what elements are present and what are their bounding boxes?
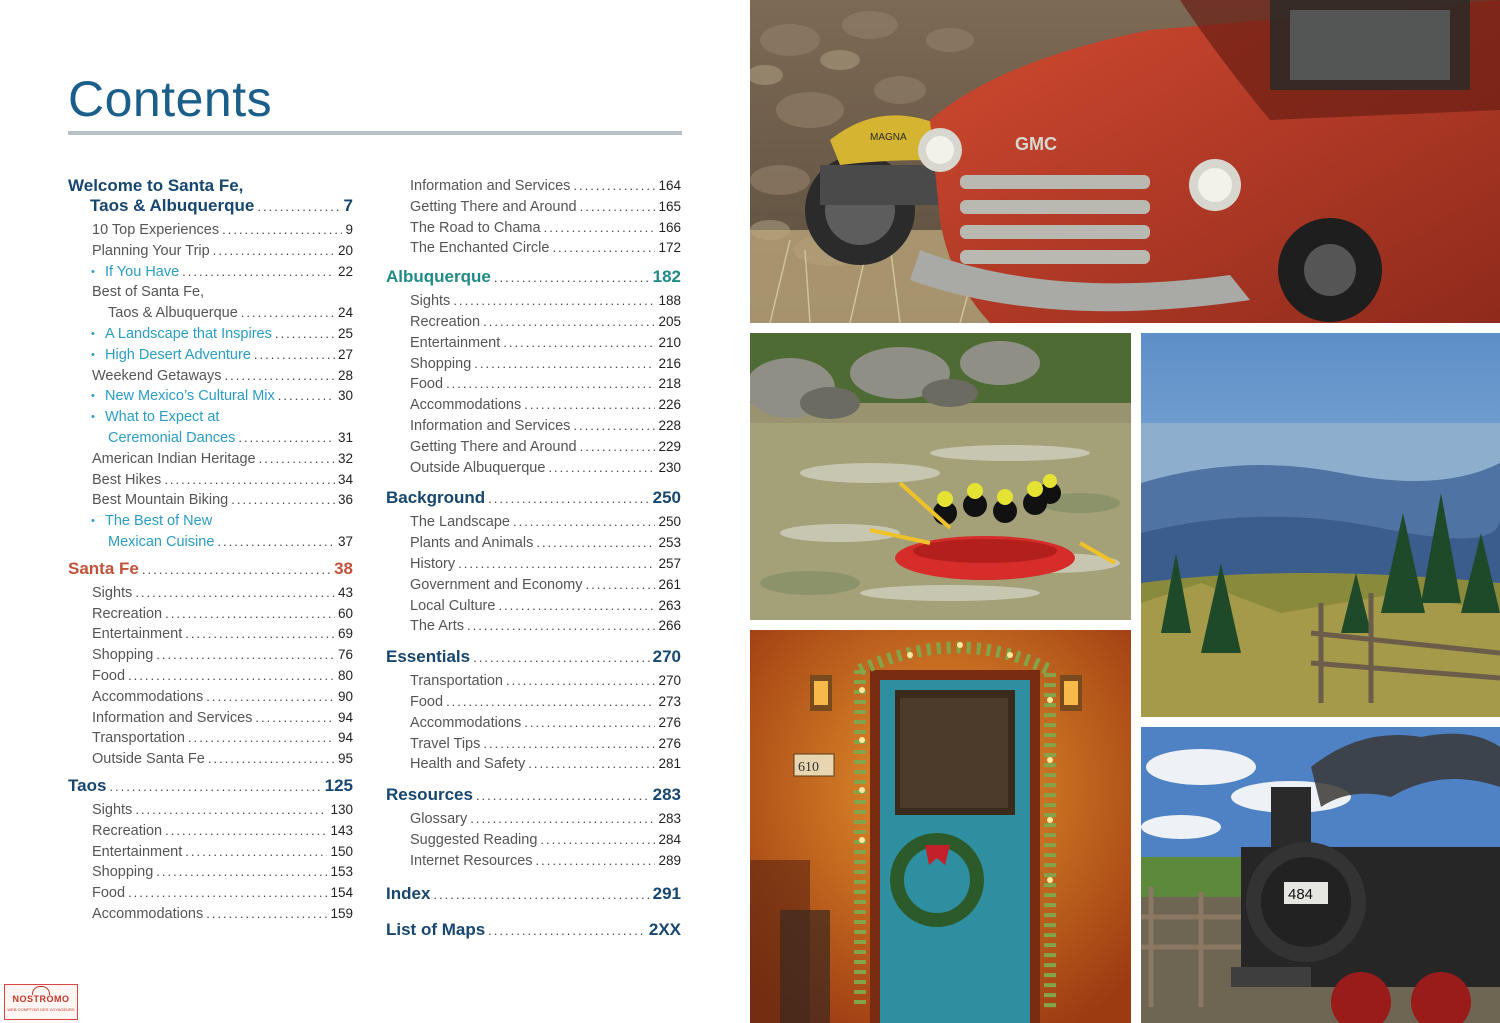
toc-entry[interactable] bbox=[410, 374, 681, 395]
toc-entry-page: 60 bbox=[337, 605, 353, 621]
toc-entry-page: 270 bbox=[658, 673, 681, 689]
leader-dots bbox=[255, 708, 335, 729]
toc-entry-label: The Road to Chama bbox=[410, 219, 541, 236]
leader-dots bbox=[528, 754, 655, 775]
leader-dots bbox=[231, 490, 335, 511]
toc-entry-label: • If You Have bbox=[105, 263, 180, 280]
toc-entry-page: 210 bbox=[658, 334, 681, 350]
leader-dots bbox=[238, 428, 335, 449]
leader-dots bbox=[109, 777, 321, 797]
toc-entry-page: 153 bbox=[330, 864, 353, 880]
photo-steam-train bbox=[1141, 727, 1500, 1023]
toc-section-maps bbox=[386, 920, 681, 941]
toc-entry[interactable] bbox=[410, 671, 681, 692]
leader-dots bbox=[536, 851, 656, 872]
toc-entry[interactable] bbox=[92, 220, 353, 241]
toc-entry[interactable] bbox=[92, 624, 353, 645]
toc-entry-page: 257 bbox=[658, 555, 681, 571]
leader-dots bbox=[241, 303, 335, 324]
title-rule bbox=[68, 131, 682, 135]
toc-entry-label: • High Desert Adventure bbox=[105, 346, 251, 363]
toc-entry-page: 166 bbox=[658, 219, 681, 235]
toc-entry[interactable] bbox=[92, 470, 353, 491]
toc-entry[interactable] bbox=[410, 395, 681, 416]
toc-entry-label: Sights bbox=[92, 584, 133, 601]
leader-dots bbox=[185, 624, 335, 645]
toc-heading-resources[interactable] bbox=[386, 785, 681, 806]
toc-entry-page: 30 bbox=[337, 388, 353, 404]
toc-entry[interactable] bbox=[92, 324, 353, 345]
toc-entry[interactable] bbox=[410, 616, 681, 637]
leader-dots bbox=[156, 862, 327, 883]
toc-entry-label: Information and Services bbox=[92, 709, 253, 726]
toc-entry-label: Best Mountain Biking bbox=[92, 492, 229, 509]
toc-entry-label: Outside Santa Fe bbox=[92, 751, 205, 768]
toc-entry-page: 289 bbox=[658, 852, 681, 868]
toc-entry-label: Getting There and Around bbox=[410, 198, 577, 215]
toc-entry[interactable] bbox=[92, 749, 353, 770]
toc-entry-page: 273 bbox=[658, 693, 681, 709]
toc-entry[interactable] bbox=[410, 354, 681, 375]
toc-entry-page: 25 bbox=[337, 325, 353, 341]
toc-entry-page: 69 bbox=[337, 626, 353, 642]
leader-dots bbox=[524, 713, 655, 734]
leader-dots bbox=[217, 532, 335, 553]
toc-entry-label: Food bbox=[410, 376, 444, 393]
toc-column-1 bbox=[68, 176, 353, 925]
toc-entry-page: 143 bbox=[330, 822, 353, 838]
toc-entry-page: 284 bbox=[658, 831, 681, 847]
leader-dots bbox=[470, 809, 655, 830]
toc-heading-background[interactable] bbox=[386, 488, 681, 509]
leader-dots bbox=[446, 374, 655, 395]
leader-dots bbox=[254, 345, 335, 366]
toc-heading-essentials[interactable] bbox=[386, 647, 681, 668]
leader-dots bbox=[213, 241, 335, 262]
toc-entry-page: 32 bbox=[337, 450, 353, 466]
toc-entry[interactable] bbox=[92, 687, 353, 708]
leader-dots bbox=[552, 238, 655, 259]
toc-entry[interactable] bbox=[92, 366, 353, 387]
leader-dots bbox=[476, 786, 650, 806]
leader-dots bbox=[488, 921, 646, 941]
toc-entry[interactable] bbox=[92, 904, 353, 925]
toc-entry-label: Accommodations bbox=[410, 397, 522, 414]
toc-entry[interactable] bbox=[410, 218, 681, 239]
toc-column-2 bbox=[386, 176, 681, 941]
toc-entry-label: Entertainment bbox=[92, 843, 183, 860]
toc-entry[interactable] bbox=[410, 238, 681, 259]
toc-heading-page: 2XX bbox=[648, 919, 681, 939]
toc-section-santa-fe bbox=[68, 559, 353, 770]
toc-entry-label: The Arts bbox=[410, 618, 464, 635]
photo-blue-door bbox=[750, 630, 1131, 1023]
toc-heading-page: 250 bbox=[652, 488, 681, 508]
toc-heading-albuquerque[interactable] bbox=[386, 267, 681, 288]
toc-entry-page: 230 bbox=[658, 459, 681, 475]
toc-section-taos bbox=[68, 776, 353, 925]
leader-dots bbox=[164, 470, 335, 491]
leader-dots bbox=[165, 604, 335, 625]
toc-entry-label: Entertainment bbox=[410, 334, 501, 351]
toc-entry[interactable] bbox=[410, 575, 681, 596]
toc-entry[interactable] bbox=[410, 512, 681, 533]
leader-dots bbox=[206, 687, 335, 708]
leader-dots bbox=[580, 437, 656, 458]
toc-entry[interactable] bbox=[92, 490, 353, 511]
toc-entry-page: 172 bbox=[658, 240, 681, 256]
leader-dots bbox=[185, 842, 327, 863]
toc-entry[interactable] bbox=[410, 312, 681, 333]
toc-entry[interactable] bbox=[92, 345, 353, 366]
toc-entry-label: Weekend Getaways bbox=[92, 367, 222, 384]
toc-entry-page: 28 bbox=[337, 367, 353, 383]
leader-dots bbox=[275, 324, 335, 345]
photo-red-truck bbox=[750, 0, 1500, 323]
toc-entry[interactable] bbox=[410, 458, 681, 479]
leader-dots bbox=[548, 458, 655, 479]
toc-entry-page: 94 bbox=[337, 730, 353, 746]
leader-dots bbox=[573, 176, 655, 197]
toc-entry-label: Accommodations bbox=[92, 688, 204, 705]
toc-entry[interactable] bbox=[410, 291, 681, 312]
toc-entry-label: • What to Expect at bbox=[105, 409, 220, 426]
toc-entry-page: 205 bbox=[658, 313, 681, 329]
toc-entry[interactable] bbox=[410, 809, 681, 830]
leader-dots bbox=[225, 366, 335, 387]
toc-entry[interactable] bbox=[92, 583, 353, 604]
leader-dots bbox=[446, 692, 655, 713]
toc-entry-label: Recreation bbox=[92, 822, 163, 839]
toc-entry-page: 229 bbox=[658, 438, 681, 454]
leader-dots bbox=[222, 220, 342, 241]
toc-entry[interactable] bbox=[92, 821, 353, 842]
toc-entry-label: Information and Services bbox=[410, 178, 571, 194]
toc-entry-label: Government and Economy bbox=[410, 576, 583, 593]
toc-entry[interactable] bbox=[410, 533, 681, 554]
toc-heading-page: 291 bbox=[652, 883, 681, 903]
toc-heading-label: Background bbox=[386, 488, 486, 508]
toc-entry[interactable] bbox=[92, 386, 353, 407]
leader-dots bbox=[573, 416, 655, 437]
toc-entry-page: 261 bbox=[658, 576, 681, 592]
leader-dots bbox=[540, 830, 655, 851]
toc-entry-label: Food bbox=[92, 885, 126, 902]
toc-entry-label: Information and Services bbox=[410, 417, 571, 434]
leader-dots bbox=[513, 512, 656, 533]
truck-badge: GMC bbox=[1015, 134, 1057, 154]
toc-entry-label: Food bbox=[92, 667, 126, 684]
toc-entry-page: 24 bbox=[337, 305, 353, 321]
toc-entry-label: Ceremonial Dances bbox=[108, 429, 236, 446]
toc-entry-page: 263 bbox=[658, 597, 681, 613]
toc-heading-taos[interactable] bbox=[68, 776, 353, 797]
toc-entry[interactable] bbox=[410, 333, 681, 354]
toc-entry-page: 20 bbox=[337, 242, 353, 258]
toc-entry-page: 250 bbox=[658, 514, 681, 530]
toc-entry[interactable] bbox=[410, 734, 681, 755]
moto-label: MAGNA bbox=[870, 132, 907, 143]
leader-dots bbox=[474, 354, 655, 375]
toc-heading-index[interactable] bbox=[386, 884, 681, 905]
leader-dots bbox=[257, 197, 340, 217]
toc-heading-label: Welcome to Santa Fe, bbox=[68, 176, 244, 195]
toc-entry-label: Local Culture bbox=[410, 597, 496, 614]
toc-section-welcome bbox=[68, 176, 353, 553]
toc-entry[interactable] bbox=[92, 241, 353, 262]
leader-dots bbox=[544, 218, 656, 239]
toc-heading-page: 125 bbox=[324, 775, 353, 795]
toc-entry-label: Plants and Animals bbox=[410, 535, 534, 552]
toc-entry-page: 253 bbox=[658, 535, 681, 551]
toc-heading-page: 283 bbox=[652, 785, 681, 805]
toc-entry[interactable] bbox=[410, 851, 681, 872]
leader-dots bbox=[433, 885, 649, 905]
toc-heading-list-of-maps[interactable] bbox=[386, 920, 681, 941]
toc-entry-continued[interactable] bbox=[108, 303, 353, 324]
toc-heading-label: Albuquerque bbox=[386, 267, 491, 287]
toc-entry-label: Recreation bbox=[410, 313, 481, 330]
leader-dots bbox=[128, 666, 335, 687]
page-title: Contents bbox=[68, 71, 273, 127]
toc-entry-label: Best of Santa Fe, bbox=[92, 284, 205, 301]
toc-entry-page: 218 bbox=[658, 376, 681, 392]
toc-entry-label: American Indian Heritage bbox=[92, 450, 256, 467]
toc-entry[interactable] bbox=[410, 596, 681, 617]
leader-dots bbox=[165, 821, 327, 842]
toc-heading-label: List of Maps bbox=[386, 919, 486, 939]
door-number: 610 bbox=[798, 760, 819, 775]
logo-text: NOSTROMO bbox=[12, 994, 70, 1004]
toc-entry-page: 226 bbox=[658, 397, 681, 413]
toc-entry[interactable] bbox=[410, 713, 681, 734]
leader-dots bbox=[458, 554, 655, 575]
logo-subtext: WEB COMPTOIR DES VOYAGEURS bbox=[7, 1007, 75, 1012]
toc-entry[interactable] bbox=[92, 511, 353, 532]
toc-entry[interactable] bbox=[92, 862, 353, 883]
toc-entry-page: 216 bbox=[658, 355, 681, 371]
toc-entry[interactable] bbox=[410, 197, 681, 218]
leader-dots bbox=[453, 291, 655, 312]
leader-dots bbox=[585, 575, 655, 596]
toc-entry-page: 37 bbox=[337, 533, 353, 549]
toc-heading-page: 270 bbox=[652, 647, 681, 667]
toc-entry[interactable] bbox=[92, 883, 353, 904]
leader-dots bbox=[182, 262, 335, 283]
toc-entry-page: 276 bbox=[658, 735, 681, 751]
toc-entry-page: 43 bbox=[337, 584, 353, 600]
toc-entry-label: Mexican Cuisine bbox=[108, 533, 215, 550]
toc-entry-continued[interactable] bbox=[108, 428, 353, 449]
leader-dots bbox=[524, 395, 655, 416]
toc-heading-label: Index bbox=[386, 883, 431, 903]
toc-entry-page: 281 bbox=[658, 756, 681, 772]
toc-entry-continued[interactable] bbox=[108, 532, 353, 553]
toc-section-resources bbox=[386, 785, 681, 871]
leader-dots bbox=[142, 560, 331, 580]
toc-entry[interactable] bbox=[92, 407, 353, 428]
leader-dots bbox=[488, 489, 649, 509]
toc-entry-page: 165 bbox=[658, 198, 681, 214]
toc-entry-page: 164 bbox=[658, 178, 681, 193]
toc-heading-label: Essentials bbox=[386, 647, 471, 667]
toc-entry[interactable] bbox=[410, 437, 681, 458]
toc-entry-label: Travel Tips bbox=[410, 735, 481, 752]
toc-entry-label: Food bbox=[410, 693, 444, 710]
toc-heading-welcome-line2[interactable] bbox=[90, 196, 353, 217]
toc-entry-label: The Enchanted Circle bbox=[410, 240, 550, 257]
photo-collage bbox=[750, 0, 1500, 1023]
toc-entry-page: 76 bbox=[337, 647, 353, 663]
leader-dots bbox=[278, 386, 335, 407]
toc-heading-label: Santa Fe bbox=[68, 558, 139, 578]
leader-dots bbox=[206, 904, 327, 925]
toc-entry-label: • New Mexico’s Cultural Mix bbox=[105, 388, 275, 405]
leader-dots bbox=[188, 728, 335, 749]
toc-entry[interactable] bbox=[410, 176, 681, 197]
toc-entry-label: Sights bbox=[410, 293, 451, 310]
toc-entry-label: Getting There and Around bbox=[410, 438, 577, 455]
toc-entry[interactable] bbox=[92, 728, 353, 749]
toc-section-essentials bbox=[386, 647, 681, 775]
toc-entry[interactable] bbox=[92, 645, 353, 666]
toc-entry-page: 90 bbox=[337, 688, 353, 704]
toc-entry-page: 27 bbox=[337, 346, 353, 362]
toc-entry-page: 95 bbox=[337, 751, 353, 767]
toc-entry[interactable] bbox=[92, 800, 353, 821]
toc-entry-label: Suggested Reading bbox=[410, 831, 538, 848]
toc-heading-page: 182 bbox=[652, 267, 681, 287]
toc-section-taos-continued bbox=[386, 176, 681, 259]
toc-entry-label: Outside Albuquerque bbox=[410, 459, 546, 476]
toc-entry-page: 31 bbox=[337, 429, 353, 445]
leader-dots bbox=[467, 616, 655, 637]
toc-entry[interactable] bbox=[92, 282, 353, 303]
leader-dots bbox=[580, 197, 656, 218]
leader-dots bbox=[156, 645, 335, 666]
toc-entry-label: Accommodations bbox=[92, 905, 204, 922]
toc-heading-page: 7 bbox=[343, 196, 353, 215]
toc-entry-label: • A Landscape that Inspires bbox=[105, 325, 272, 342]
train-number: 484 bbox=[1288, 886, 1314, 903]
toc-heading-santa-fe[interactable] bbox=[68, 559, 353, 580]
toc-entry-page: 188 bbox=[658, 293, 681, 309]
toc-heading-label: Taos bbox=[68, 775, 107, 795]
toc-entry[interactable] bbox=[92, 449, 353, 470]
toc-entry-label: Shopping bbox=[92, 864, 154, 881]
toc-heading-label: Taos & Albuquerque bbox=[90, 196, 255, 215]
toc-entry-label: 10 Top Experiences bbox=[92, 222, 220, 238]
toc-heading-welcome[interactable] bbox=[68, 176, 353, 196]
leader-dots bbox=[498, 596, 655, 617]
toc-entry-label: Entertainment bbox=[92, 626, 183, 643]
toc-entry[interactable] bbox=[92, 262, 353, 283]
toc-section-index bbox=[386, 884, 681, 905]
toc-entry[interactable] bbox=[92, 708, 353, 729]
toc-entry-page: 22 bbox=[337, 263, 353, 279]
toc-entry-page: 266 bbox=[658, 618, 681, 634]
toc-entry-label: Taos & Albuquerque bbox=[108, 305, 238, 322]
toc-heading-page: 38 bbox=[334, 558, 353, 578]
leader-dots bbox=[135, 583, 335, 604]
toc-entry-label: The Landscape bbox=[410, 514, 510, 531]
toc-heading-label: Resources bbox=[386, 785, 473, 805]
toc-entry-page: 130 bbox=[330, 801, 353, 817]
toc-entry-page: 94 bbox=[337, 709, 353, 725]
leader-dots bbox=[483, 312, 655, 333]
toc-section-background bbox=[386, 488, 681, 637]
toc-entry[interactable] bbox=[410, 416, 681, 437]
toc-entry[interactable] bbox=[410, 754, 681, 775]
leader-dots bbox=[506, 671, 656, 692]
toc-entry-label: Best Hikes bbox=[92, 471, 162, 488]
leader-dots bbox=[128, 883, 327, 904]
toc-entry[interactable] bbox=[92, 666, 353, 687]
toc-entry-label: Transportation bbox=[92, 730, 185, 747]
toc-entry-label: Accommodations bbox=[410, 714, 522, 731]
toc-entry-page: 276 bbox=[658, 714, 681, 730]
leader-dots bbox=[494, 268, 650, 288]
toc-entry-page: 80 bbox=[337, 667, 353, 683]
leader-dots bbox=[259, 449, 335, 470]
toc-entry-label: Sights bbox=[92, 801, 133, 818]
toc-entry-label: Shopping bbox=[410, 355, 472, 372]
toc-entry-label: Recreation bbox=[92, 605, 163, 622]
toc-entry-label: Glossary bbox=[410, 811, 468, 828]
photo-mountain-vista bbox=[1141, 333, 1500, 717]
leader-dots bbox=[473, 648, 650, 668]
toc-section-albuquerque bbox=[386, 267, 681, 478]
toc-entry-label: Health and Safety bbox=[410, 756, 526, 773]
toc-entry[interactable] bbox=[92, 604, 353, 625]
toc-entry-page: 159 bbox=[330, 905, 353, 921]
toc-entry-label: • The Best of New bbox=[105, 513, 213, 530]
toc-entry-page: 36 bbox=[337, 492, 353, 508]
leader-dots bbox=[503, 333, 655, 354]
toc-entry[interactable] bbox=[410, 830, 681, 851]
toc-entry-label: Transportation bbox=[410, 673, 503, 690]
leader-dots bbox=[135, 800, 327, 821]
leader-dots bbox=[483, 734, 655, 755]
toc-entry-page: 34 bbox=[337, 471, 353, 487]
photo-river-rafting bbox=[750, 333, 1131, 620]
toc-entry-label: Shopping bbox=[92, 647, 154, 664]
toc-entry-page: 9 bbox=[345, 222, 353, 237]
toc-entry-label: Planning Your Trip bbox=[92, 242, 210, 259]
toc-entry-page: 150 bbox=[330, 843, 353, 859]
toc-entry-page: 154 bbox=[330, 885, 353, 901]
toc-entry[interactable] bbox=[92, 842, 353, 863]
toc-entry[interactable] bbox=[410, 554, 681, 575]
toc-entry[interactable] bbox=[410, 692, 681, 713]
toc-entry-page: 283 bbox=[658, 811, 681, 827]
toc-entry-label: History bbox=[410, 555, 456, 572]
toc-entry-page: 228 bbox=[658, 417, 681, 433]
leader-dots bbox=[208, 749, 335, 770]
toc-entry-label: Internet Resources bbox=[410, 852, 533, 869]
nostromo-logo bbox=[4, 984, 78, 1020]
leader-dots bbox=[536, 533, 655, 554]
